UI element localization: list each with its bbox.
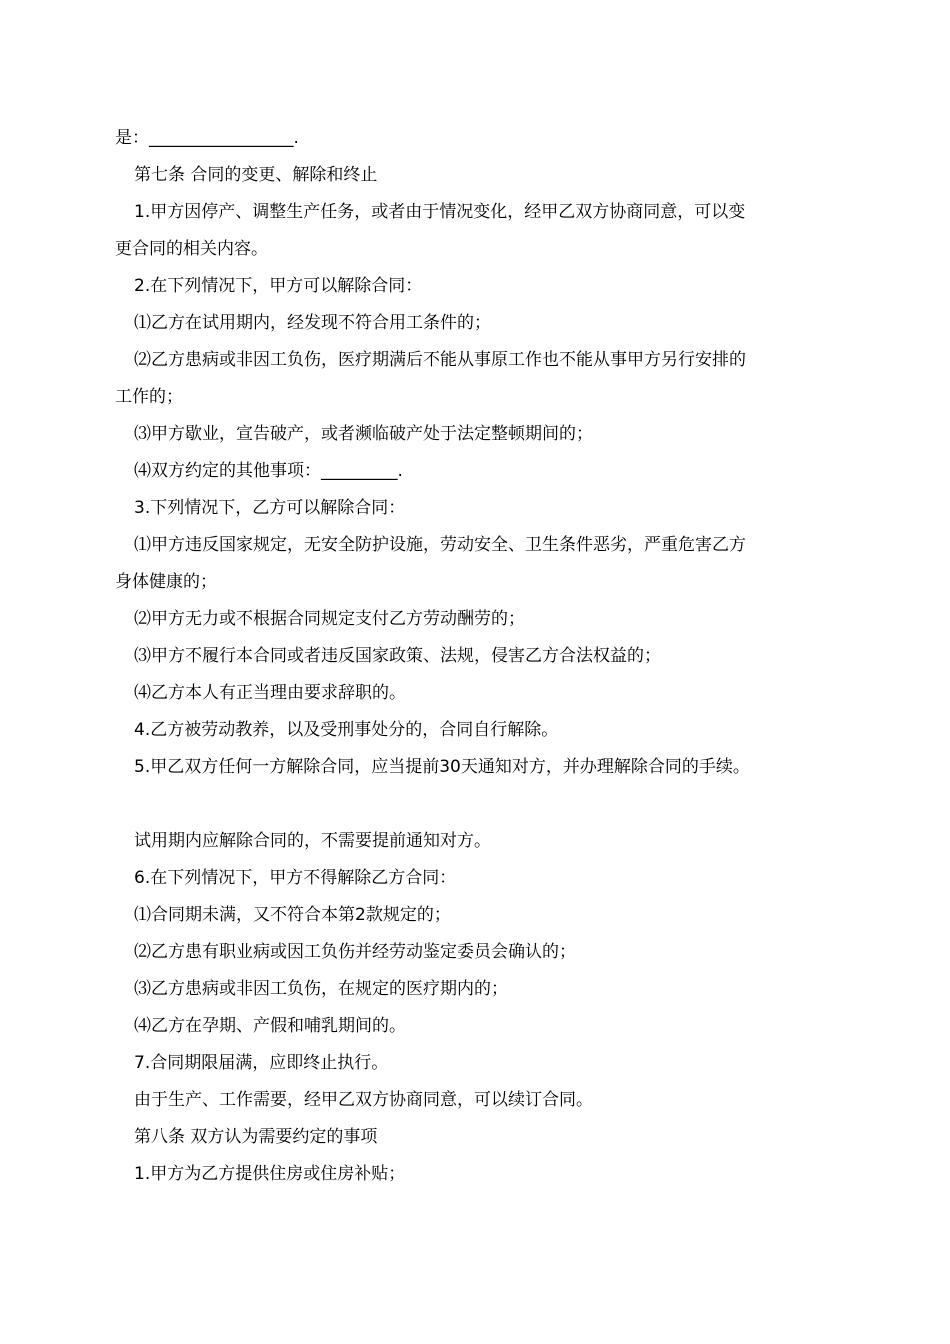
text-line: 2.在下列情况下，甲方可以解除合同： [134, 276, 423, 296]
text-line: 3.下列情况下，乙方可以解除合同： [134, 498, 406, 518]
text-line: 是：_________________. [115, 128, 299, 148]
text-line: ⑵乙方患病或非因工负伤，医疗期满后不能从事原工作也不能从事甲方另行安排的 [134, 350, 746, 370]
text-line: 工作的； [115, 387, 183, 407]
text-line: ⑴乙方在试用期内，经发现不符合用工条件的； [134, 313, 491, 333]
text-line: 由于生产、工作需要，经甲乙双方协商同意，可以续订合同。 [134, 1090, 593, 1110]
text-line: ⑷乙方在孕期、产假和哺乳期间的。 [134, 1016, 406, 1036]
text-line: ⑶甲方不履行本合同或者违反国家政策、法规，侵害乙方合法权益的； [134, 646, 661, 666]
text-line: 试用期内应解除合同的，不需要提前通知对方。 [134, 831, 491, 851]
text-line: ⑷乙方本人有正当理由要求辞职的。 [134, 683, 406, 703]
paragraph-gap [115, 786, 835, 823]
text-line: ⑶乙方患病或非因工负伤，在规定的医疗期内的； [134, 979, 508, 999]
text-line: 1.甲方因停产、调整生产任务，或者由于情况变化，经甲乙双方协商同意，可以变 [134, 202, 746, 222]
text-line: ⑵乙方患有职业病或因工负伤并经劳动鉴定委员会确认的； [134, 942, 576, 962]
article-heading: 第八条 双方认为需要约定的事项 [134, 1127, 378, 1147]
text-line: 4.乙方被劳动教养，以及受刑事处分的，合同自行解除。 [134, 720, 559, 740]
text-line: ⑶甲方歇业，宣告破产，或者濒临破产处于法定整顿期间的； [134, 424, 593, 444]
text-line: ⑴甲方违反国家规定，无安全防护设施，劳动安全、卫生条件恶劣，严重危害乙方 [134, 535, 746, 555]
text-line: 5.甲乙双方任何一方解除合同，应当提前30天通知对方，并办理解除合同的手续。 [134, 757, 750, 777]
text-line: 1.甲方为乙方提供住房或住房补贴； [134, 1164, 406, 1184]
article-heading: 第七条 合同的变更、解除和终止 [134, 165, 378, 185]
text-line: 7.合同期限届满，应即终止执行。 [134, 1053, 389, 1073]
text-line: ⑷双方约定的其他事项：_________. [134, 461, 403, 481]
text-line: 6.在下列情况下，甲方不得解除乙方合同： [134, 868, 457, 888]
text-line: 更合同的相关内容。 [115, 239, 268, 259]
text-line: 身体健康的； [115, 572, 217, 592]
document-body [115, 120, 835, 1193]
text-line: ⑴合同期未满，又不符合本第2款规定的； [134, 905, 451, 925]
text-line: ⑵甲方无力或不根据合同规定支付乙方劳动酬劳的； [134, 609, 525, 629]
